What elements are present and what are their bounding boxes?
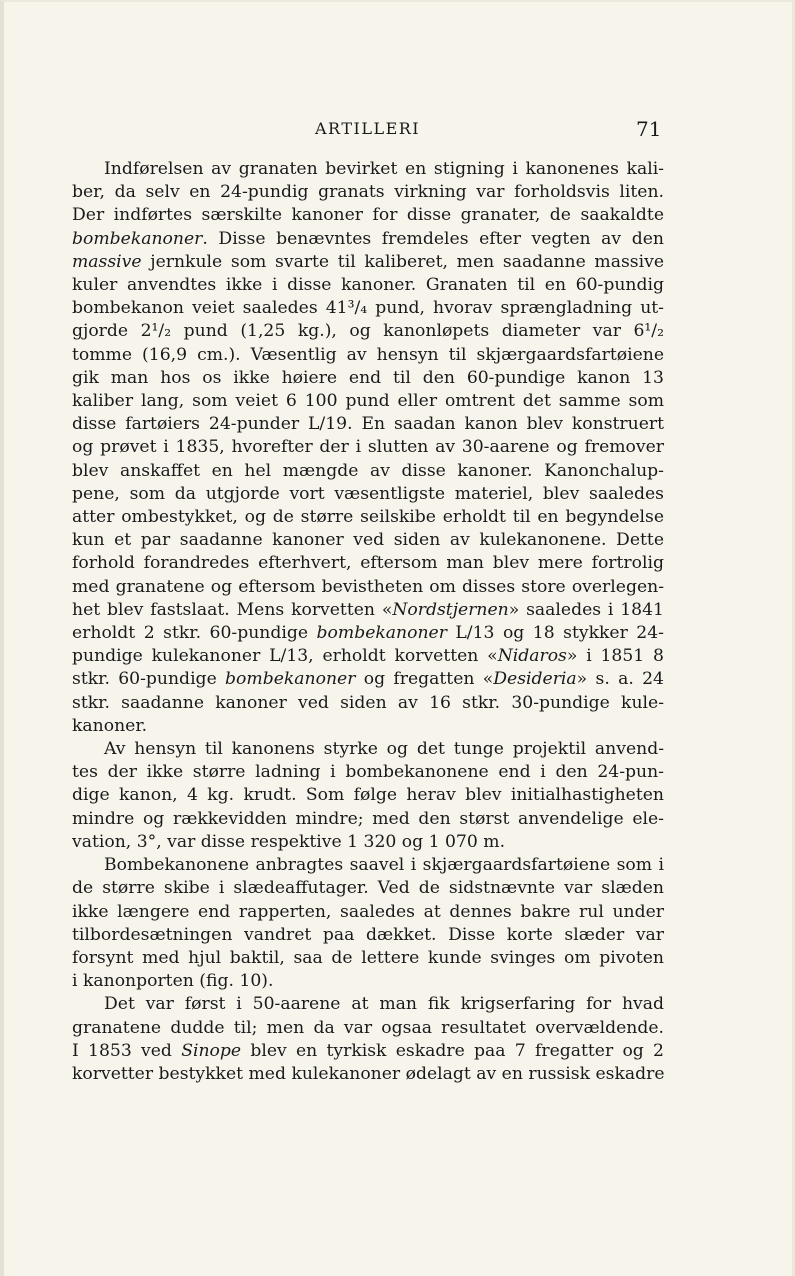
text-line: ikke længere end rapperten, saaledes at dennes bakre rul under [72, 901, 664, 922]
text-line: i kanonporten (fig. 10). [72, 971, 274, 992]
text-line: bombekanoner. Disse benævntes fremdeles efter vegten av den [72, 228, 664, 249]
text-line: het blev fastslaat. Mens korvetten «Nordstjernen» saaledes i 1841 [72, 599, 664, 620]
text-line: kun et par saadanne kanoner ved siden av kulekanonene. Dette [72, 530, 664, 551]
text-line: tomme (16,9 cm.). Væsentlig av hensyn til skjærgaardsfartøiene [72, 344, 664, 365]
text-line: atter ombestykket, og de større seilskibe erholdt til en begyndelse [72, 507, 664, 528]
text-line: Bombekanonene anbragtes saavel i skjærgaardsfartøiene som i [104, 855, 664, 876]
text-line: de større skibe i slædeaffutager. Ved de sidstnævnte var slæden [72, 878, 664, 899]
text-line: Det var først i 50-aarene at man fik krigserfaring for hvad [104, 994, 664, 1015]
text-line: Av hensyn til kanonens styrke og det tunge projektil anvend- [104, 739, 664, 760]
text-line: vation, 3°, var disse respektive 1 320 og 1 070 m. [72, 831, 506, 852]
page-number: 71 [636, 117, 662, 141]
text-line: kaliber lang, som veiet 6 100 pund eller omtrent det samme som [72, 391, 664, 412]
text-line: granatene dudde til; men da var ogsaa resultatet overvældende. [72, 1017, 664, 1038]
text-line: stkr. saadanne kanoner ved siden av 16 stkr. 30-pundige kule- [72, 692, 664, 713]
text-line: erholdt 2 stkr. 60-pundige bombekanoner L/13 og 18 stykker 24- [72, 623, 664, 644]
text-line: korvetter bestykket med kulekanoner ødelagt av en russisk eskadre [72, 1063, 665, 1084]
text-line: gjorde 2¹/₂ pund (1,25 kg.), og kanonløpets diameter var 6¹/₂ [72, 321, 664, 342]
text-line: pundige kulekanoner L/13, erholdt korvetten «Nidaros» i 1851 8 [72, 646, 664, 667]
text-line: I 1853 ved Sinope blev en tyrkisk eskadre paa 7 fregatter og 2 [72, 1040, 664, 1061]
text-line: Der indførtes særskilte kanoner for disse granater, de saakaldte [72, 205, 664, 226]
running-title: ARTILLERI [315, 119, 421, 138]
running-head [4, 119, 795, 143]
text-line: gik man hos os ikke høiere end til den 60-pundige kanon 13 [72, 367, 664, 388]
body-text [72, 158, 664, 1086]
text-line: stkr. 60-pundige bombekanoner og fregatten «Desideria» s. a. 24 [72, 669, 664, 690]
text-line: Indførelsen av granaten bevirket en stigning i kanonenes kali- [104, 159, 664, 179]
text-line: kanoner. [72, 715, 148, 736]
text-line: bombekanon veiet saaledes 41³/₄ pund, hvorav sprængladning ut- [72, 298, 664, 319]
text-line: tilbordesætningen vandret paa dækket. Disse korte slæder var [72, 924, 664, 945]
text-line: og prøvet i 1835, hvorefter der i slutten av 30-aarene og fremover [72, 437, 664, 458]
text-line: tes der ikke større ladning i bombekanonene end i den 24-pun- [72, 762, 664, 783]
text-line: pene, som da utgjorde vort væsentligste materiel, blev saaledes [72, 483, 664, 504]
text-line: disse fartøiers 24-punder L/19. En saadan kanon blev konstruert [72, 414, 664, 435]
text-line: massive jernkule som svarte til kaliberet, men saadanne massive [72, 251, 664, 272]
text-line: kuler anvendtes ikke i disse kanoner. Granaten til en 60-pundig [72, 275, 664, 296]
text-line: forhold forandredes efterhvert, eftersom man blev mere fortrolig [72, 553, 664, 574]
text-line: dige kanon, 4 kg. krudt. Som følge herav blev initialhastigheten [72, 785, 664, 806]
text-line: mindre og rækkevidden mindre; med den størst anvendelige ele- [72, 808, 664, 829]
text-line: forsynt med hjul baktil, saa de lettere kunde svinges om pivoten [72, 947, 664, 968]
text-line: blev anskaffet en hel mængde av disse kanoner. Kanonchalup- [72, 460, 664, 481]
text-line: ber, da selv en 24-pundig granats virkning var forholdsvis liten. [72, 182, 664, 203]
text-line: med granatene og eftersom bevistheten om disses store overlegen- [72, 576, 664, 597]
